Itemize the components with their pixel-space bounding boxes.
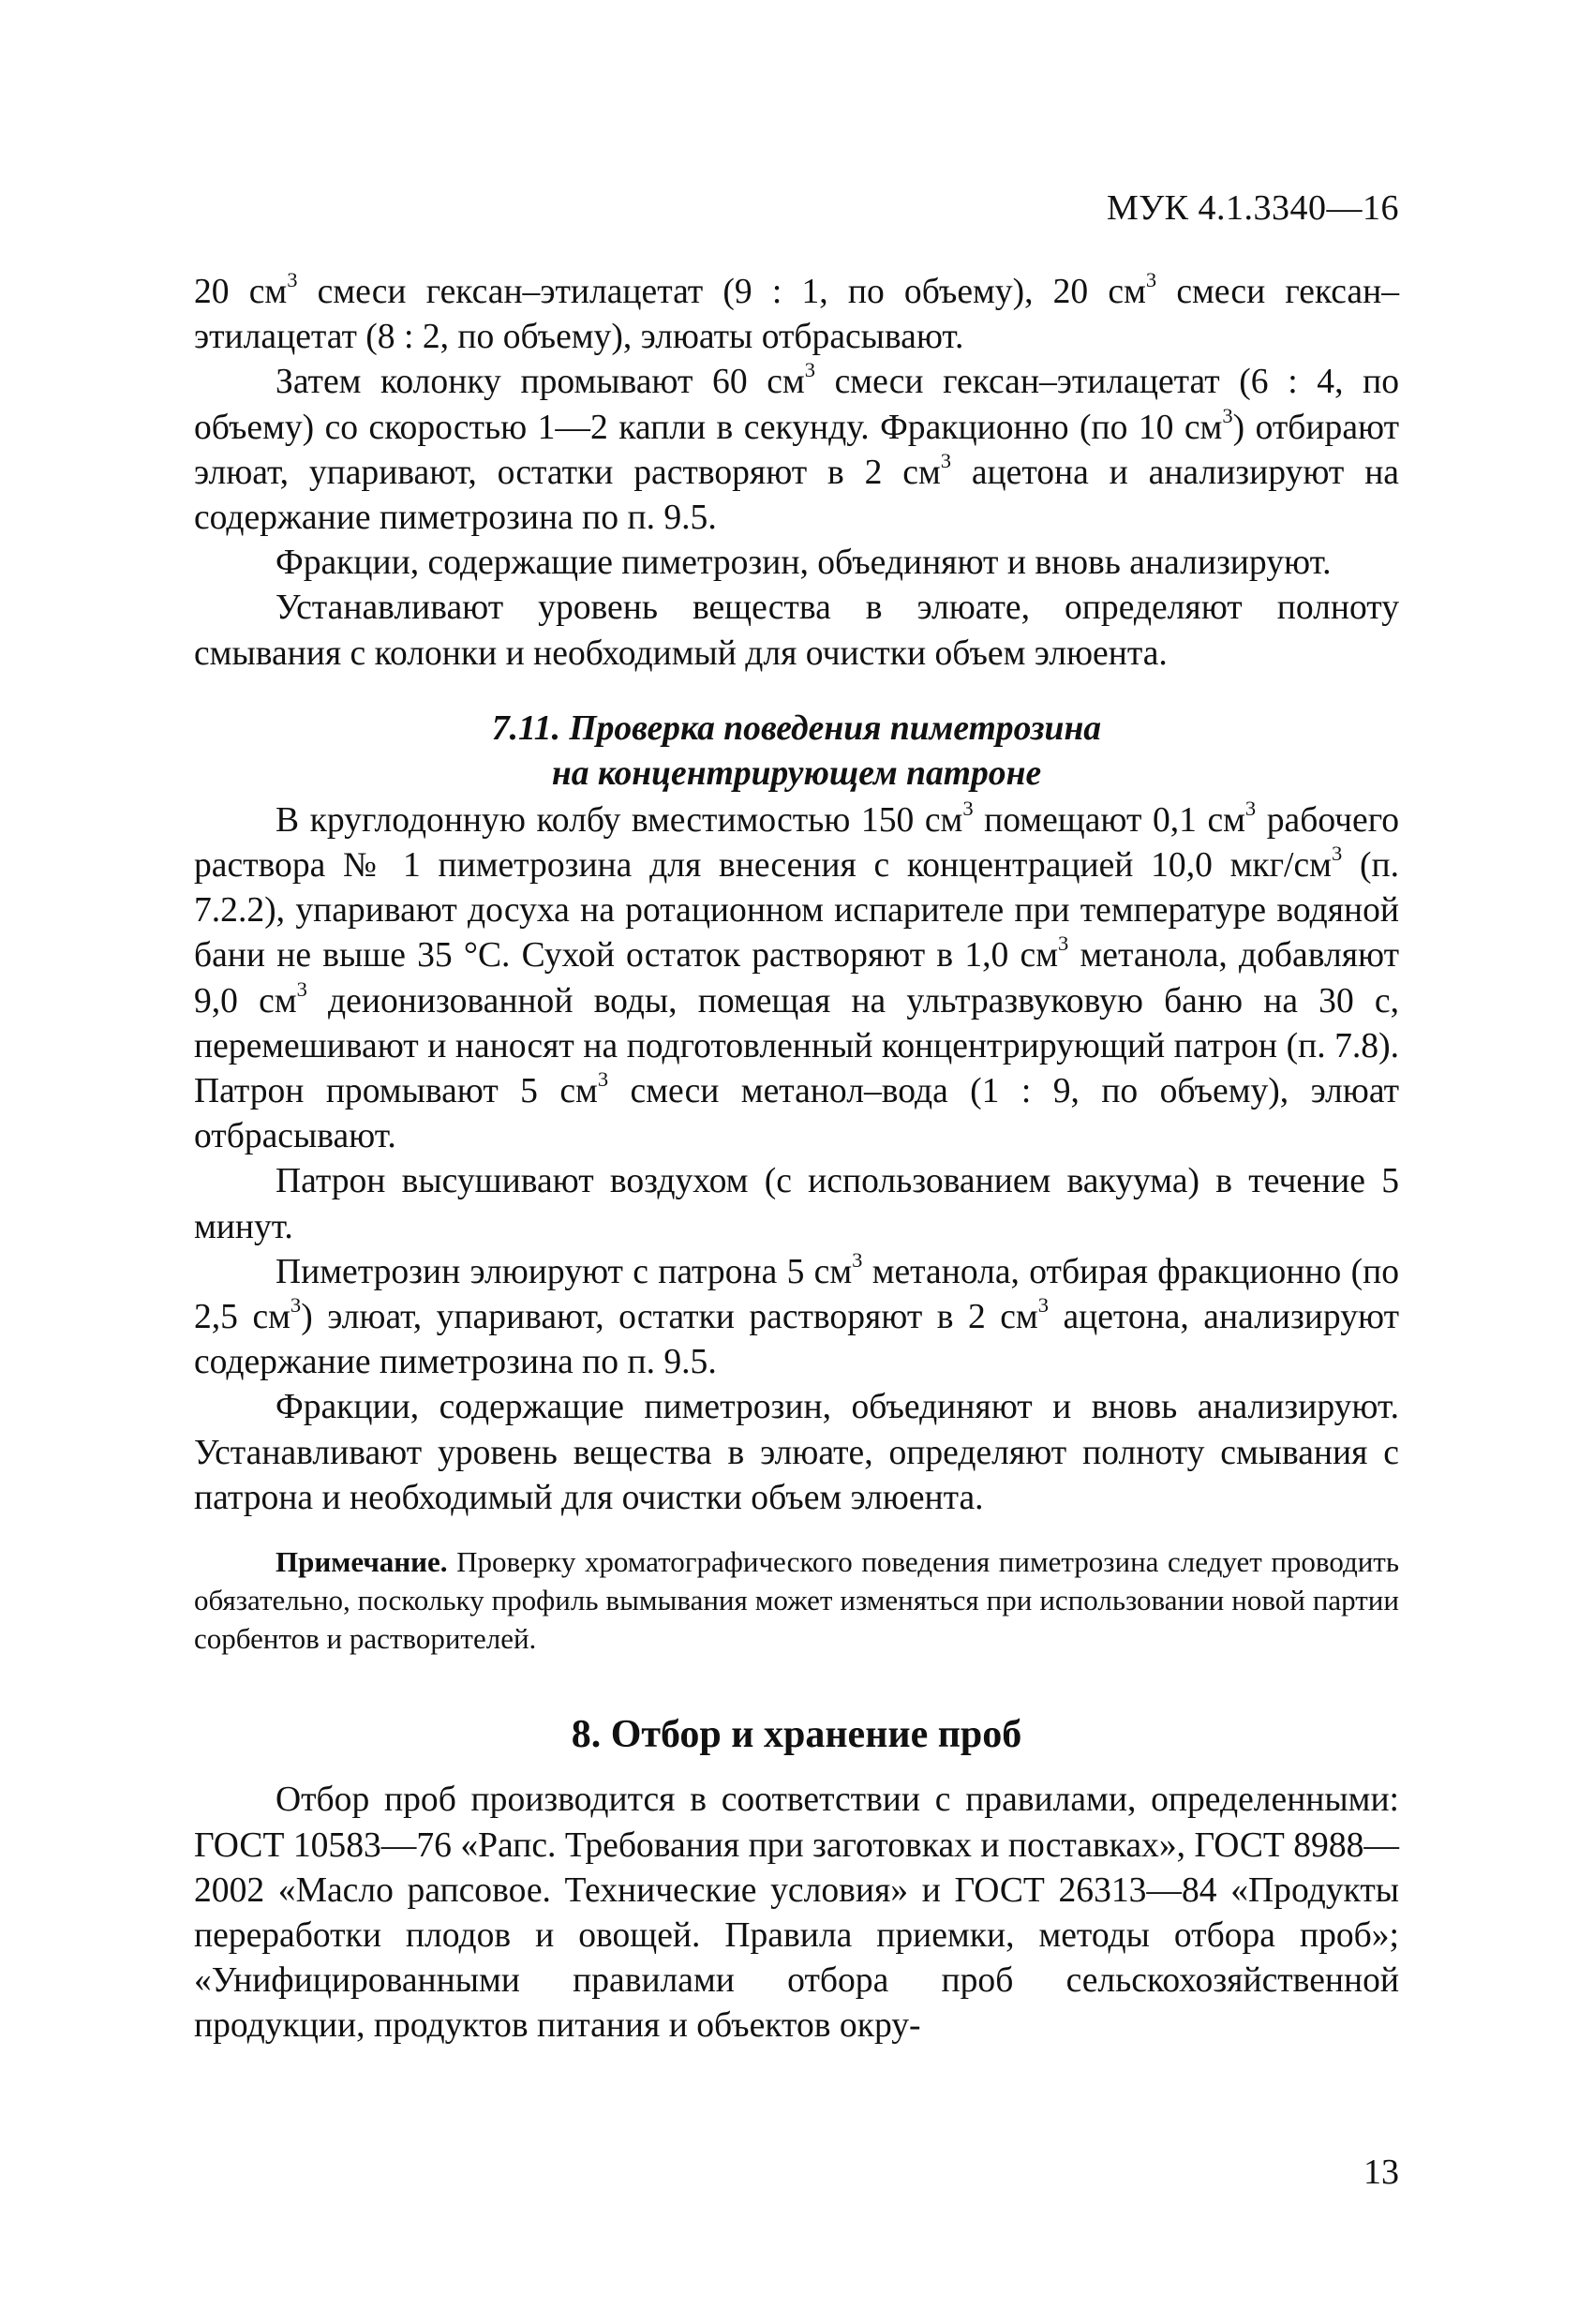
subsection-title-line-2: на концентрирующем патроне xyxy=(551,753,1042,793)
paragraph-elution: Пиметрозин элюируют с патрона 5 $см^3$ метанола, отбирая фракционно (по 2,5 $см^3$) элюат, упаривают, остатки растворяют в 2 $см^3$ ацетона, анализируют содержание пиметрозина по п. 9.5. xyxy=(194,1247,1400,1382)
note-label: Примечание. xyxy=(276,1545,448,1579)
document-code-header: МУК 4.1.3340—16 xyxy=(1106,188,1399,228)
subsection-title xyxy=(194,707,1399,797)
paragraph-sampling: Отбор проб производится в соответствии с правилами, определенными: ГОСТ 10583—76 «Рапс. Требования при заготовках и поставках», ГОСТ 8988—2002 «Масло рапсовое. Технические условия» и ГОСТ 26313—84 «Продукты переработки плодов и овощей. Правила приемки, методы отбора проб»; «Унифицированными правилами отбора проб сельскохозяйственной продукции, продуктов питания и объектов окру- xyxy=(194,1780,1399,2046)
document-body xyxy=(194,270,1399,2049)
paragraph-fractions-combine: Фракции, содержащие пиметрозин, объединяют и вновь анализируют. xyxy=(276,544,1332,583)
note xyxy=(194,1543,1399,1658)
paragraph-flask-procedure: В круглодонную колбу вместимостью 150 $см^3$ помещают 0,1 $см^3$ рабочего раствора № 1 пиметрозина для внесения с концентрацией 10,0 мкг/$см^3$ (п. 7.2.2), упаривают досуха на ротационном испарителе при температуре водяной бани не выше 35 °С. Сухой остаток растворяют в 1,0 $см^3$ метанола, добавляют 9,0 $см^3$ деионизованной воды, помещая на ультразвуковую баню на 30 с, перемешивают и наносят на подготовленный концентрирующий патрон (п. 7.8). Патрон промывают 5 $см^3$ смеси метанол–вода (1 : 9, по объему), элюат отбрасывают. xyxy=(194,796,1399,1156)
section-title: 8. Отбор и хранение проб xyxy=(571,1713,1022,1757)
note-text: Проверку хроматографического поведения пиметрозина следует проводить обязательно, поскольку профиль вымывания может изменяться при использовании новой партии сорбентов и растворителей. xyxy=(194,1545,1399,1655)
paragraph-fractions-combine-2: Фракции, содержащие пиметрозин, объединяют и вновь анализируют. Устанавливают уровень вещества в элюате, определяют полноту смывания с патрона и необходимый для очистки объем элюента. xyxy=(194,1388,1399,1517)
subsection-title-line-1: 7.11. Проверка поведения пиметрозина xyxy=(491,708,1102,748)
paragraph-column-wash: Затем колонку промывают 60 $см^3$ смеси гексан–этилацетат (6 : 4, по объему) со скоростью 1—2 капли в секунду. Фракционно (по 10 $см^3$) отбирают элюат, упаривают, остатки растворяют в 2 $см^3$ ацетона и анализируют на содержание пиметрозина по п. 9.5. xyxy=(194,358,1399,538)
paragraph-eluate-level: Устанавливают уровень вещества в элюате, определяют полноту смывания с колонки и необходимый для очистки объем элюента. xyxy=(194,588,1399,673)
paragraph-cartridge-dry: Патрон высушивают воздухом (с использованием вакуума) в течение 5 минут. xyxy=(194,1162,1399,1246)
page-number: 13 xyxy=(1363,2153,1399,2192)
paragraph-eluate-discard: 20 $см^3$ смеси гексан–этилацетат (9 : 1, по объему), 20 $см^3$ смеси гексан–этилацетат (8 : 2, по объему), элюаты отбрасывают. xyxy=(194,268,1399,357)
